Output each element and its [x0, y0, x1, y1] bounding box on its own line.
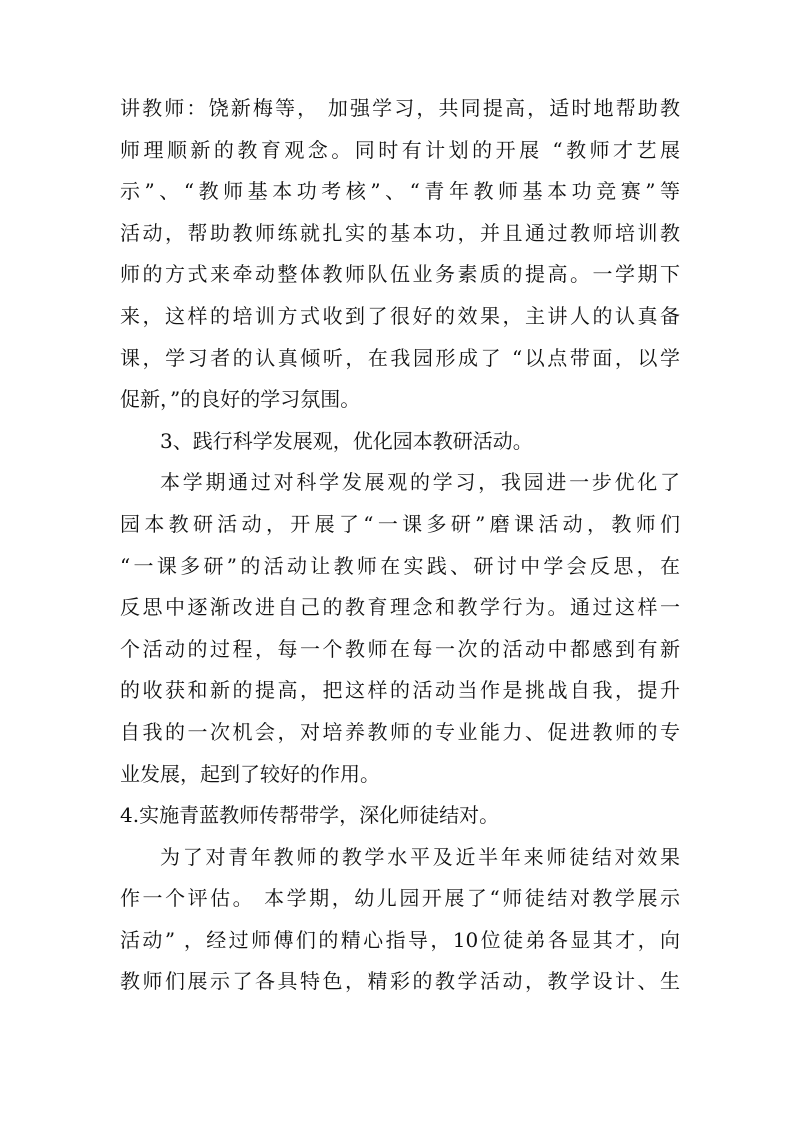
section-heading: 4.实施青蓝教师传帮带学，深化师徒结对。 — [120, 803, 500, 828]
text-line: 的收获和新的提高，把这样的活动当作是挑战自我，提升 — [120, 678, 680, 703]
text-line: 师的方式来牵动整体教师队伍业务素质的提高。一学期下 — [120, 262, 680, 287]
text-line: 讲教师：饶新梅等， 加强学习，共同提高，适时地帮助教 — [120, 96, 680, 120]
text-line: 个活动的过程，每一个教师在每一次的活动中都感到有新 — [120, 636, 680, 661]
text-line: 促新，”的良好的学习氛围。 — [120, 387, 361, 412]
text-line: 作一个评估。 本学期，幼儿园开展了“师徒结对教学展示 — [120, 886, 680, 911]
section-heading: 3、践行科学发展观，优化园本教研活动。 — [160, 428, 533, 453]
text-line: 教师们展示了各具特色，精彩的教学活动，教学设计、生 — [120, 969, 680, 994]
text-line: 活动，帮助教师练就扎实的基本功，并且通过教师培训教 — [120, 220, 680, 245]
text-line: 课，学习者的认真倾听，在我园形成了 “以点带面，以学 — [120, 345, 680, 370]
body-text — [120, 88, 680, 1003]
text-line: 来，这样的培训方式收到了很好的效果，主讲人的认真备 — [120, 303, 680, 328]
text-line: 本学期通过对科学发展观的学习，我园进一步优化了 — [160, 470, 680, 495]
text-line: 业发展，起到了较好的作用。 — [120, 761, 380, 786]
text-line: 活动” ，经过师傅们的精心指导，10位徒弟各显其才，向 — [120, 927, 680, 952]
text-line: 示”、“教师基本功考核”、“青年教师基本功竞赛”等 — [120, 179, 680, 204]
text-line: 师理顺新的教育观念。同时有计划的开展 “教师才艺展 — [120, 137, 680, 162]
text-line: 反思中逐渐改进自己的教育理念和教学行为。通过这样一 — [120, 595, 680, 620]
text-line: 为了对青年教师的教学水平及近半年来师徒结对效果 — [160, 844, 680, 869]
text-line: “一课多研”的活动让教师在实践、研讨中学会反思，在 — [120, 553, 680, 578]
text-line: 自我的一次机会，对培养教师的专业能力、促进教师的专 — [120, 719, 680, 744]
text-line: 园本教研活动，开展了“一课多研”磨课活动，教师们 — [120, 511, 680, 536]
